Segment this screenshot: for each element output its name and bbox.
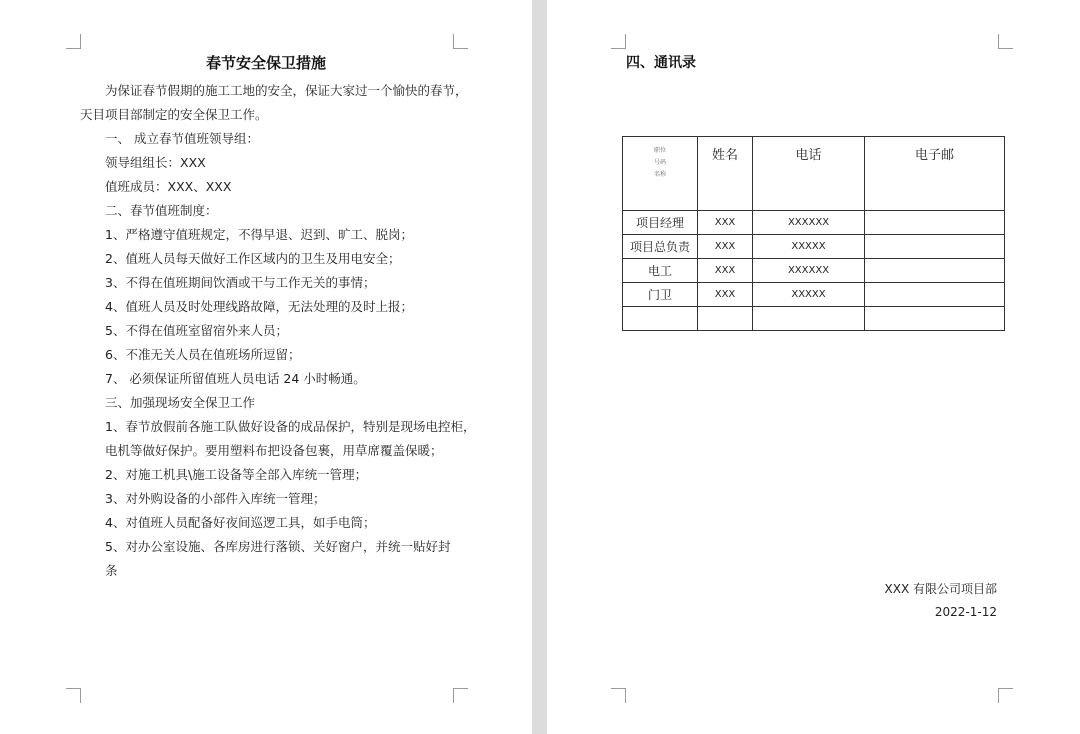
body-line: 3、不得在值班期间饮酒或干与工作无关的事情； xyxy=(105,275,376,290)
body-line: 5、不得在值班室留宿外来人员； xyxy=(105,323,288,338)
page-corner-mark xyxy=(998,688,1013,703)
header-label-number: 号码 xyxy=(653,159,666,166)
document-page-left xyxy=(0,0,532,734)
body-line: 值班成员：XXX、XXX xyxy=(105,179,232,194)
body-line: 为保证春节假期的施工工地的安全，保证大家过一个愉快的春节， xyxy=(105,83,468,98)
cell-email xyxy=(865,283,1005,307)
cell-name: XXX xyxy=(698,235,753,259)
page-corner-mark xyxy=(66,34,81,49)
body-line: 一、 成立春节值班领导组： xyxy=(105,131,259,146)
column-header-email: 电子邮 xyxy=(865,137,1005,211)
page-corner-mark xyxy=(611,688,626,703)
cell-name: XXX xyxy=(698,211,753,235)
body-line: 2、值班人员每天做好工作区域内的卫生及用电安全； xyxy=(105,251,401,266)
page-corner-mark xyxy=(453,34,468,49)
document-page-right xyxy=(547,0,1080,734)
table-row xyxy=(623,235,1005,259)
cell-position: 门卫 xyxy=(623,283,698,307)
body-line: 3、对外购设备的小部件入库统一管理； xyxy=(105,491,326,506)
cell-email xyxy=(865,307,1005,331)
table-row xyxy=(623,259,1005,283)
table-row xyxy=(623,307,1005,331)
body-line: 1、春节放假前各施工队做好设备的成品保护，特别是现场电控柜， xyxy=(105,419,476,434)
body-line: 6、不准无关人员在值班场所逗留； xyxy=(105,347,301,362)
section-title-contacts: 四、通讯录 xyxy=(626,55,696,71)
signature-company: XXX 有限公司项目部 xyxy=(884,582,997,596)
body-line: 7、 必须保证所留值班人员电话 24 小时畅通。 xyxy=(105,371,366,386)
header-label-position: 职位 xyxy=(653,147,666,154)
cell-position: 电工 xyxy=(623,259,698,283)
header-label-title: 名称 xyxy=(653,171,666,178)
body-line: 天目项目部制定的安全保卫工作。 xyxy=(80,107,268,122)
document-title: 春节安全保卫措施 xyxy=(205,54,326,72)
body-line: 1、严格遵守值班规定，不得早退、迟到、旷工、脱岗； xyxy=(105,227,413,242)
diagonal-header-cell xyxy=(623,137,698,211)
cell-phone: XXXXX xyxy=(753,235,865,259)
page-corner-mark xyxy=(66,688,81,703)
column-header-name: 姓名 xyxy=(698,137,753,211)
page-corner-mark xyxy=(998,34,1013,49)
cell-email xyxy=(865,211,1005,235)
cell-name: XXX xyxy=(698,283,753,307)
cell-phone: XXXXXX xyxy=(753,211,865,235)
body-line: 三、加强现场安全保卫工作 xyxy=(105,395,256,410)
cell-position: 项目经理 xyxy=(623,211,698,235)
body-line: 5、对办公室设施、各库房进行落锁、关好窗户，并统一贴好封 xyxy=(105,539,451,554)
table-row xyxy=(623,283,1005,307)
body-line: 4、值班人员及时处理线路故障，无法处理的及时上报； xyxy=(105,299,413,314)
body-line: 条 xyxy=(105,563,118,578)
table-header-row xyxy=(623,137,1005,211)
cell-position: 项目总负责 xyxy=(623,235,698,259)
body-line: 电机等做好保护。要用塑料布把设备包裹，用草席覆盖保暖； xyxy=(105,443,443,458)
page-corner-mark xyxy=(611,34,626,49)
cell-email xyxy=(865,235,1005,259)
table-row xyxy=(623,211,1005,235)
page-corner-mark xyxy=(453,688,468,703)
cell-phone xyxy=(753,307,865,331)
cell-position xyxy=(623,307,698,331)
column-header-phone: 电话 xyxy=(753,137,865,211)
cell-email xyxy=(865,259,1005,283)
cell-name xyxy=(698,307,753,331)
body-line: 领导组组长：XXX xyxy=(105,155,206,170)
cell-name: XXX xyxy=(698,259,753,283)
document-body xyxy=(80,79,476,583)
body-line: 二、春节值班制度： xyxy=(105,203,218,218)
body-line: 2、对施工机具\施工设备等全部入库统一管理； xyxy=(105,467,368,482)
body-line: 4、对值班人员配备好夜间巡逻工具，如手电筒； xyxy=(105,515,376,530)
contact-table xyxy=(622,136,1005,331)
signature-date: 2022-1-12 xyxy=(934,605,997,619)
cell-phone: XXXXX xyxy=(753,283,865,307)
cell-phone: XXXXXX xyxy=(753,259,865,283)
